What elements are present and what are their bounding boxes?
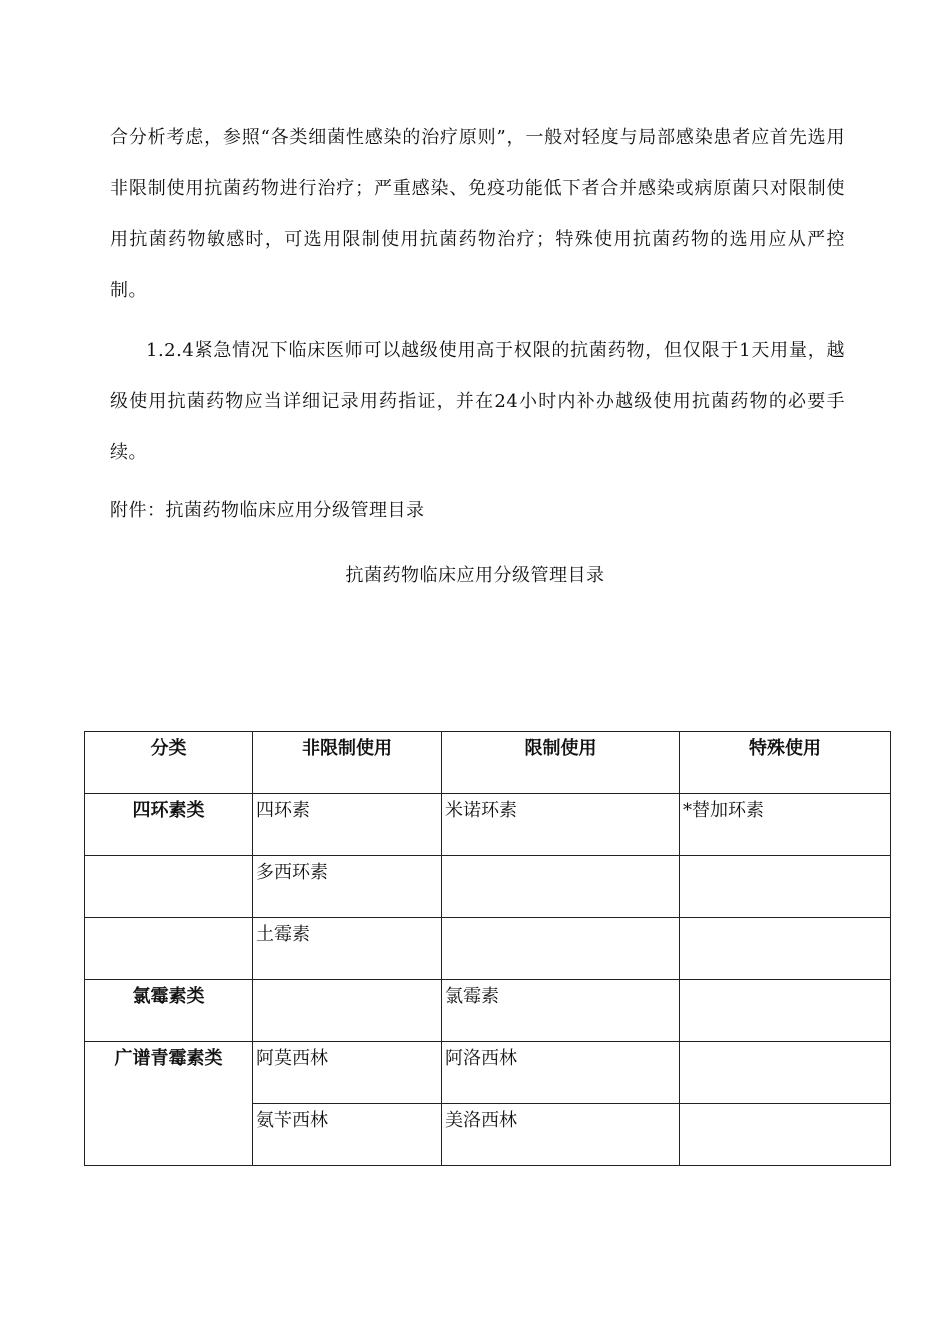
antibiotic-classification-table	[84, 731, 891, 1166]
special-cell	[680, 856, 891, 918]
unrestricted-cell: 四环素	[253, 794, 442, 856]
category-cell: 广谱青霉素类	[85, 1042, 253, 1104]
special-cell	[680, 918, 891, 980]
restricted-cell	[442, 918, 680, 980]
category-cell	[85, 1104, 253, 1166]
table-row	[85, 856, 891, 918]
unrestricted-cell: 阿莫西林	[253, 1042, 442, 1104]
table-title: 抗菌药物临床应用分级管理目录	[345, 565, 605, 586]
restricted-cell	[442, 856, 680, 918]
body-paragraph-2: 1.2.4紧急情况下临床医师可以越级使用高于权限的抗菌药物，但仅限于1天用量，越级使用抗菌药物应当详细记录用药指证，并在24小时内补办越级使用抗菌药物的必要手续。	[110, 340, 845, 463]
special-cell	[680, 1104, 891, 1166]
unrestricted-cell: 氨苄西林	[253, 1104, 442, 1166]
category-cell	[85, 918, 253, 980]
table-row	[85, 980, 891, 1042]
category-cell: 氯霉素类	[85, 980, 253, 1042]
restricted-cell: 美洛西林	[442, 1104, 680, 1166]
restricted-cell: 阿洛西林	[442, 1042, 680, 1104]
header-category: 分类	[85, 732, 253, 794]
unrestricted-cell	[253, 980, 442, 1042]
category-cell: 四环素类	[85, 794, 253, 856]
unrestricted-cell: 土霉素	[253, 918, 442, 980]
unrestricted-cell: 多西环素	[253, 856, 442, 918]
restricted-cell: 氯霉素	[442, 980, 680, 1042]
special-cell: *替加环素	[680, 794, 891, 856]
attachment-line: 附件：抗菌药物临床应用分级管理目录	[110, 500, 425, 521]
body-paragraph-1: 合分析考虑，参照“各类细菌性感染的治疗原则”，一般对轻度与局部感染患者应首先选用非限制使用抗菌药物进行治疗；严重感染、免疫功能低下者合并感染或病原菌只对限制使用抗菌药物敏感时，可选用限制使用抗菌药物治疗；特殊使用抗菌药物的选用应从严控制。	[110, 127, 845, 301]
header-unrestricted: 非限制使用	[253, 732, 442, 794]
table-row	[85, 1104, 891, 1166]
header-special: 特殊使用	[680, 732, 891, 794]
table-header-row	[85, 732, 891, 794]
category-cell	[85, 856, 253, 918]
special-cell	[680, 1042, 891, 1104]
table-row	[85, 794, 891, 856]
header-restricted: 限制使用	[442, 732, 680, 794]
table-row	[85, 918, 891, 980]
special-cell	[680, 980, 891, 1042]
table-row	[85, 1042, 891, 1104]
restricted-cell: 米诺环素	[442, 794, 680, 856]
